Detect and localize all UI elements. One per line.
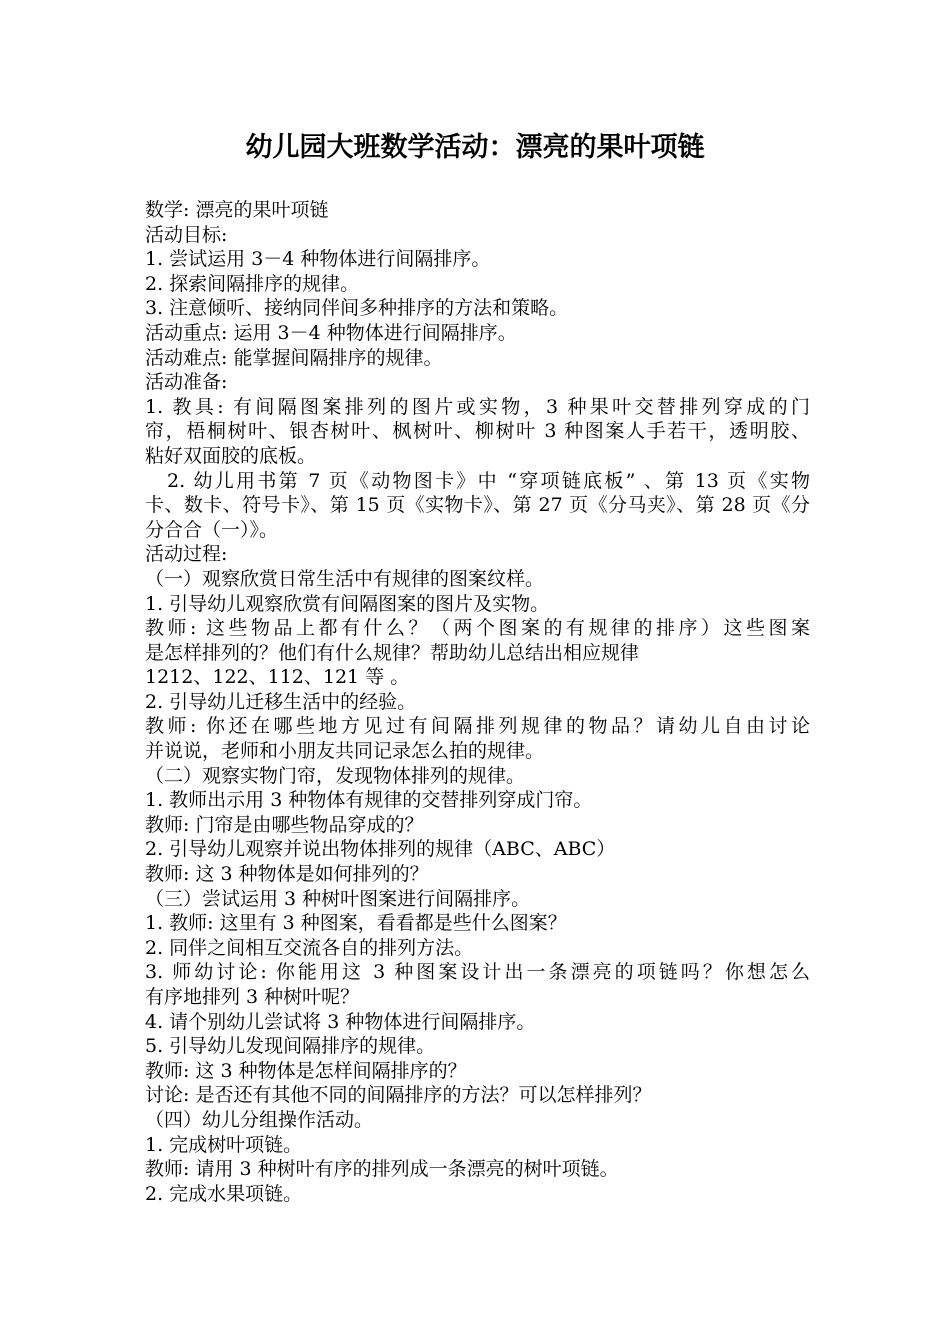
text-line: 2. 探索间隔排序的规律。: [145, 272, 360, 295]
text-line: 2. 幼儿用书第 7 页《动物图卡》中 “穿项链底板” 、第 13 页《实物: [167, 469, 810, 492]
text-line: 1. 教师: 这里有 3 种图案，看看都是些什么图案？: [145, 912, 567, 935]
text-line: （一）观察欣赏日常生活中有规律的图案纹样。: [145, 567, 545, 590]
text-line: 5. 引导幼儿发现间隔排序的规律。: [145, 1035, 436, 1058]
text-line: 教师: 这 3 种物体是怎样间隔排序的？: [145, 1059, 467, 1082]
text-line: （四）幼儿分组操作活动。: [145, 1108, 374, 1131]
text-line: 有序地排列 3 种树叶呢？: [145, 986, 360, 1008]
text-line: 1. 教具: 有间隔图案排列的图片或实物，3 种果叶交替排列穿成的门: [145, 395, 810, 418]
text-line: 1. 尝试运用 3－4 种物体进行间隔排序。: [145, 248, 491, 271]
text-line: 2. 引导幼儿迁移生活中的经验。: [145, 690, 417, 713]
text-line: （二）观察实物门帘，发现物体排列的规律。: [145, 764, 526, 787]
text-line: 数学: 漂亮的果叶项链: [145, 199, 329, 221]
text-line: 1. 完成树叶项链。: [145, 1133, 303, 1156]
text-line: 教师: 你还在哪些地方见过有间隔排列规律的物品？请幼儿自由讨论: [145, 715, 810, 738]
text-line: 1. 引导幼儿观察欣赏有间隔图案的图片及实物。: [145, 592, 550, 615]
text-line: 教师: 这些物品上都有什么？（两个图案的有规律的排序）这些图案: [145, 617, 810, 640]
text-line: 2. 同伴之间相互交流各自的排列方法。: [145, 936, 474, 959]
text-line: 2. 完成水果项链。: [145, 1182, 303, 1205]
text-line: 2. 引导幼儿观察并说出物体排列的规律（ABC、ABC）: [145, 838, 616, 861]
text-line: 3. 师幼讨论: 你能用这 3 种图案设计出一条漂亮的项链吗？你想怎么: [145, 961, 810, 984]
text-line: 帘，梧桐树叶、银杏树叶、枫树叶、柳树叶 3 种图案人手若干，透明胶、: [145, 420, 810, 443]
text-line: 4. 请个别幼儿尝试将 3 种物体进行间隔排序。: [145, 1010, 536, 1033]
text-line: 活动过程:: [145, 543, 228, 566]
text-line: 活动难点: 能掌握间隔排序的规律。: [145, 346, 443, 369]
text-line: 讨论: 是否还有其他不同的间隔排序的方法？可以怎样排列？: [145, 1084, 652, 1107]
document-body: [145, 198, 810, 1206]
text-line: 并说说，老师和小朋友共同记录怎么拍的规律。: [145, 740, 545, 763]
text-line: 粘好双面胶的底板。: [145, 444, 317, 467]
text-line: 教师: 这 3 种物体是如何排列的？: [145, 863, 429, 886]
text-line: （三）尝试运用 3 种树叶图案进行间隔排序。: [145, 887, 531, 910]
text-line: 是怎样排列的？他们有什么规律？帮助幼儿总结出相应规律: [145, 641, 640, 664]
text-line: 教师: 请用 3 种树叶有序的排列成一条漂亮的树叶项链。: [145, 1158, 619, 1181]
text-line: 活动重点: 运用 3－4 种物体进行间隔排序。: [145, 321, 517, 344]
text-line: 1212、122、112、121 等 。: [145, 666, 410, 689]
text-line: 卡、数卡、符号卡》、第 15 页《实物卡》、第 27 页《分马夹》、第 28 页《分: [145, 494, 810, 517]
text-line: 3. 注意倾听、接纳同伴间多种排序的方法和策略。: [145, 297, 569, 320]
text-line: 活动准备:: [145, 371, 228, 394]
text-line: 分合合（一）》。: [145, 518, 279, 541]
document-title: 幼儿园大班数学活动：漂亮的果叶项链: [245, 132, 705, 163]
text-line: 1. 教师出示用 3 种物体有规律的交替排列穿成门帘。: [145, 789, 593, 812]
text-line: 教师: 门帘是由哪些物品穿成的？: [145, 813, 424, 836]
text-line: 活动目标:: [145, 223, 228, 246]
